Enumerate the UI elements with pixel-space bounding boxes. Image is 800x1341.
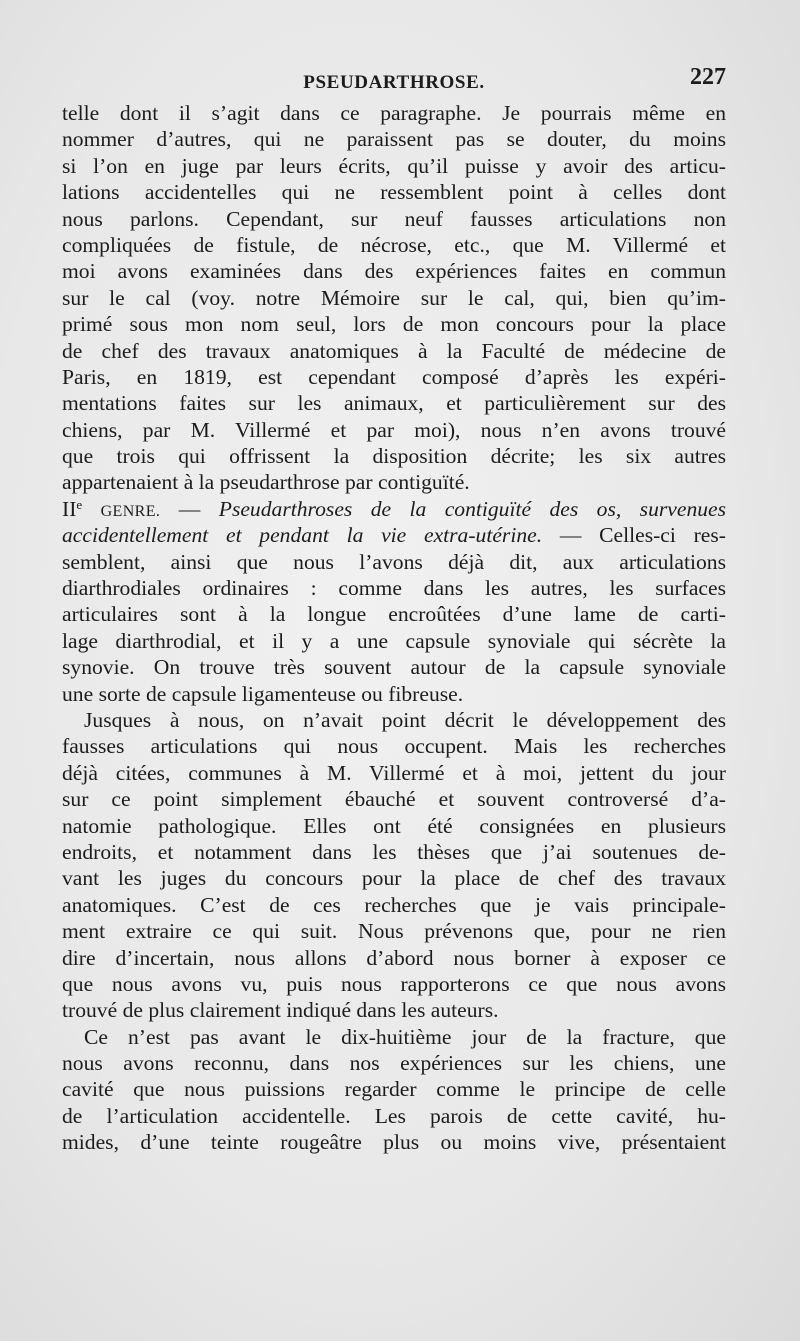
- text-line: mentations faites sur les animaux, et particulièrement sur des: [62, 391, 726, 416]
- text-line: trouvé de plus clairement indiqué dans les auteurs.: [62, 998, 499, 1023]
- text-line: anatomiques. C’est de ces recherches que je vais principale-: [62, 892, 726, 917]
- paragraph-genre: [62, 496, 726, 707]
- text-line: endroits, et notamment dans les thèses que j’ai soutenues de-: [62, 839, 726, 864]
- paragraph: [62, 100, 726, 496]
- running-title: PSEUDARTHROSE.: [303, 72, 485, 93]
- text-line: compliquées de fistule, de nécrose, etc., que M. Villermé et: [62, 232, 726, 257]
- genre-dash: —: [160, 496, 219, 521]
- text-line: de chef des travaux anatomiques à la Faculté de médecine de: [62, 338, 726, 363]
- text-body: [62, 100, 726, 1156]
- text-line: diarthrodiales ordinaires : comme dans les autres, les surfaces: [62, 576, 726, 601]
- text-line: synovie. On trouve très souvent autour de la capsule synoviale: [62, 655, 726, 680]
- running-head: [62, 62, 726, 102]
- text-line: nous avons reconnu, dans nos expériences sur les chiens, une: [62, 1051, 726, 1076]
- text-line: nous parlons. Cependant, sur neuf fausses articulations non: [62, 206, 726, 231]
- text-line: de l’articulation accidentelle. Les parois de cette cavité, hu-: [62, 1103, 726, 1128]
- text-line: appartenaient à la pseudarthrose par contiguïté.: [62, 470, 470, 495]
- page-number: 227: [690, 64, 726, 90]
- genre-title-continued: accidentellement et pendant la vie extra-utérine.: [62, 523, 543, 548]
- text-line: sur ce point simplement ébauché et souvent controversé d’a-: [62, 787, 726, 812]
- genre-title: Pseudarthroses de la contiguïté des os, survenues: [218, 496, 727, 521]
- paragraph: [62, 1024, 726, 1156]
- text-line: Jusques à nous, on n’avait point décrit le développement des: [84, 707, 726, 732]
- text-line: Paris, en 1819, est cependant composé d’après les expéri-: [62, 364, 726, 389]
- text-line: articulaires sont à la longue encroûtées d’une lame de carti-: [62, 602, 726, 627]
- text-line: ment extraire ce qui suit. Nous prévenons que, pour ne rien: [62, 919, 726, 944]
- text-line: déjà citées, communes à M. Villermé et à moi, jettent du jour: [62, 760, 726, 785]
- text-line: si l’on en juge par leurs écrits, qu’il puisse y avoir des articu-: [62, 153, 726, 178]
- text-line: [62, 522, 726, 548]
- text-line: lations accidentelles qui ne ressemblent point à celles dont: [62, 180, 726, 205]
- text-line: une sorte de capsule ligamenteuse ou fibreuse.: [62, 681, 464, 706]
- text-line: que nous avons vu, puis nous rapporterons ce que nous avons: [62, 971, 726, 996]
- text-line: sur le cal (voy. notre Mémoire sur le cal, qui, bien qu’im-: [62, 285, 726, 310]
- text-line: mides, d’une teinte rougeâtre plus ou moins vive, présentaient: [62, 1130, 726, 1155]
- text-line: cavité que nous puissions regarder comme le principe de celle: [62, 1077, 726, 1102]
- text-line: telle dont il s’agit dans ce paragraphe. Je pourrais même en: [62, 101, 726, 125]
- text-line: natomie pathologique. Elles ont été consignées en plusieurs: [62, 813, 726, 838]
- text-line: semblent, ainsi que nous l’avons déjà dit, aux articulations: [62, 549, 726, 574]
- text-line: Ce n’est pas avant le dix-huitième jour de la fracture, que: [84, 1024, 726, 1049]
- genre-heading-line: [62, 496, 726, 522]
- text-line: dire d’incertain, nous allons d’abord nous borner à exposer ce: [62, 945, 726, 970]
- text-line: que trois qui offrissent la disposition décrite; les six autres: [62, 444, 726, 469]
- text-line: fausses articulations qui nous occupent. Mais les recherches: [62, 734, 726, 759]
- text-line: nommer d’autres, qui ne paraissent pas se douter, du moins: [62, 127, 726, 152]
- paragraph: [62, 707, 726, 1024]
- text-line: chiens, par M. Villermé et par moi), nous n’en avons trouvé: [62, 417, 726, 442]
- text-fragment: — Celles-ci res-: [542, 523, 726, 548]
- genre-label: GENRE.: [100, 502, 161, 520]
- text-line: moi avons examinées dans des expériences faites en commun: [62, 259, 726, 284]
- text-line: primé sous mon nom seul, lors de mon concours pour la place: [62, 312, 726, 337]
- text-line: vant les juges du concours pour la place de chef des travaux: [62, 866, 726, 891]
- text-line: lage diarthrodial, et il y a une capsule synoviale qui sécrète la: [62, 628, 726, 653]
- genre-number: IIe: [62, 496, 83, 521]
